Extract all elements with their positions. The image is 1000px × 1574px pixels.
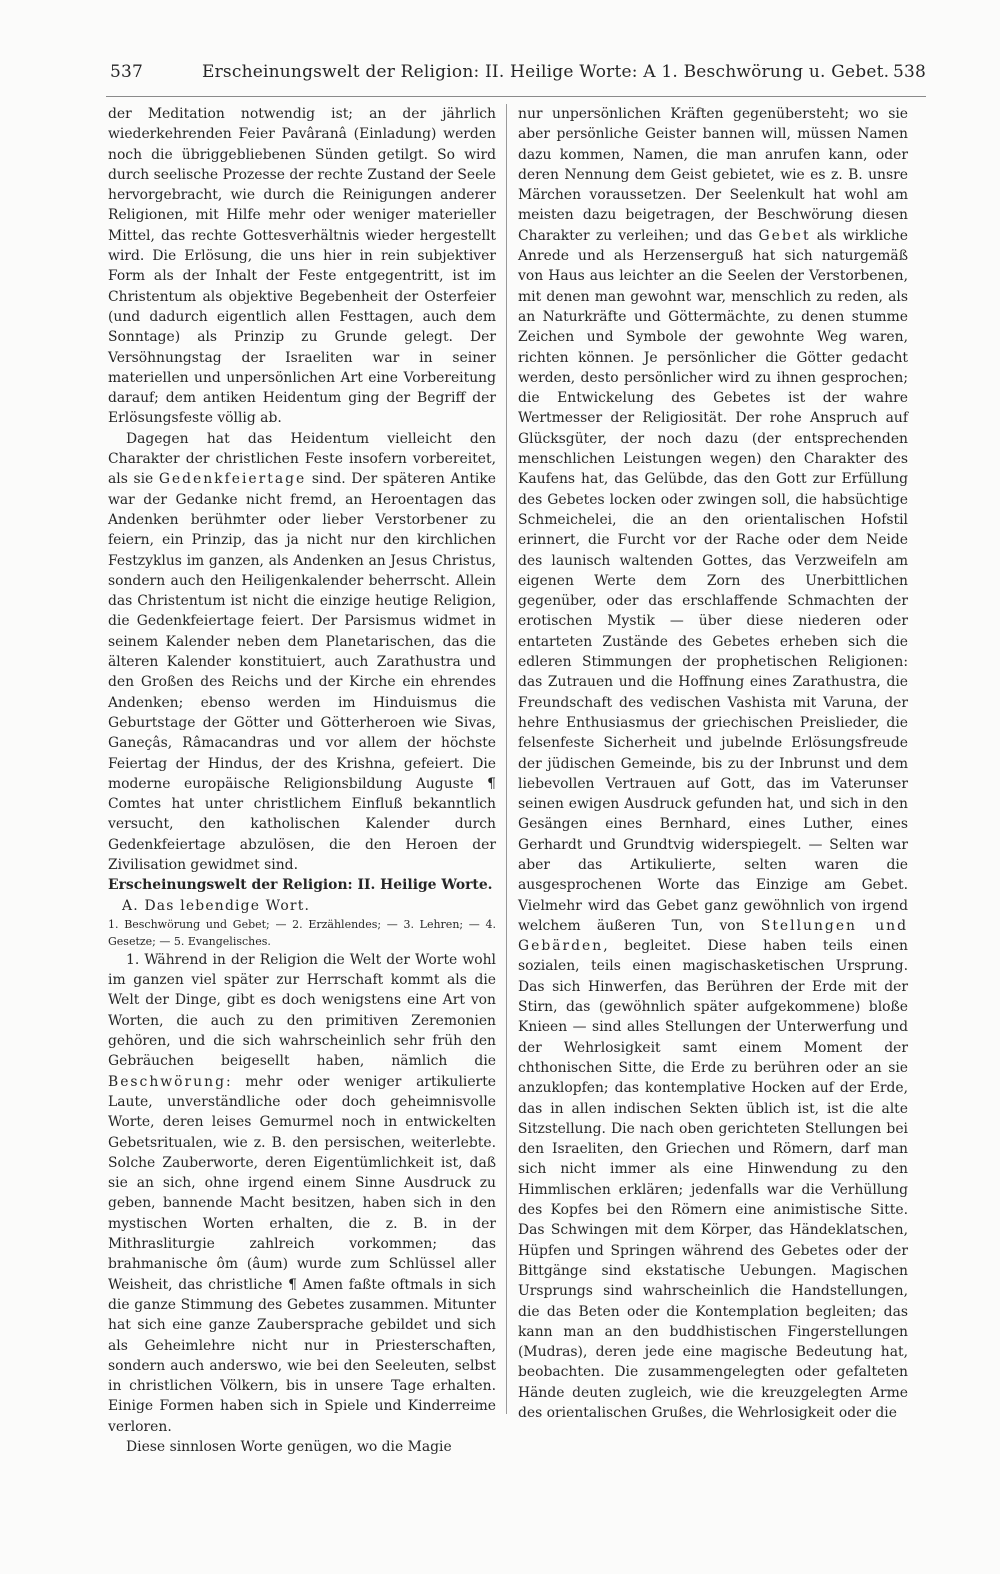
sub-heading: A. Das lebendige Wort. bbox=[122, 897, 311, 914]
spaced-term: Gebet bbox=[758, 227, 811, 244]
right-column bbox=[518, 104, 908, 1423]
section-heading: Erscheinungswelt der Religion: II. Heilige Worte. bbox=[108, 877, 493, 894]
column-divider bbox=[506, 104, 507, 1414]
running-header bbox=[104, 62, 926, 92]
spaced-term: Beschwörung bbox=[108, 1073, 226, 1090]
page-number-left: 537 bbox=[110, 62, 144, 82]
header-rule bbox=[106, 96, 926, 97]
page-number-right: 538 bbox=[892, 62, 926, 82]
spaced-term: Stellungen und Gebärden bbox=[518, 917, 908, 955]
running-title: Erscheinungswelt der Religion: II. Heilige Worte: A 1. Beschwörung u. Gebet. bbox=[202, 62, 890, 82]
subsection-list: 1. Beschwörung und Gebet; — 2. Erzählendes; — 3. Lehren; — 4. Gesetze; — 5. Evangelisches. bbox=[108, 917, 496, 948]
paragraph: nur unpersönlichen Kräften gegenübersteht; wo sie aber persönliche Geister bannen will, müssen Namen dazu kommen, Namen, die man anrufen kann, oder deren Nennung dem Geist gebietet, wie es z. B. unsre Märchen voraussetzen. Der Seelenkult hat wohl am meisten dazu beigetragen, der Beschwörung diesen Charakter zu verleihen; und das Gebet als wirkliche Anrede und als Herzenserguß hat sich naturgemäß von Haus aus leichter an die Seelen der Verstorbenen, mit denen man gewohnt war, menschlich zu reden, als an Naturkräfte und Göttermächte, zu denen stumme Zeichen und Symbole der gewohnte Weg waren, richten können. Je persönlicher die Götter gedacht werden, desto persönlicher wird zu ihnen gesprochen; die Entwickelung des Gebetes ist der wahre Wertmesser der Religiosität. Der rohe Anspruch auf Glücksgüter, der noch dazu (der entsprechenden menschlichen Leistungen wegen) den Charakter des Kaufens hat, das Gelübde, das den Gott zur Erfüllung des Gebetes locken oder zwingen soll, die habsüchtige Schmeichelei, die an den orientalischen Hofstil erinnert, die Furcht vor der Rache oder dem Neide des launisch waltenden Gottes, das Verzweifeln am eigenen Werte dem Zorn des Unerbittlichen gegenüber, oder das erschlaffende Schmachten der erotischen Mystik — über diese niederen oder entarteten Zustände des Gebetes erheben sich die edleren Stimmungen der prophetischen Religionen: das Zutrauen und die Hoffnung eines Zarathustra, die Freundschaft des vedischen Vashista mit Varuna, der hehre Enthusiasmus der griechischen Preislieder, die felsenfeste Sicherheit und jubelnde Erlösungsfreude der jüdischen Gemeinde, bis zu der Inbrunst und dem liebevollen Vertrauen auf Gott, das im Vaterunser seinen ewigen Ausdruck gefunden hat, und sich in den Gesängen eines Bernhard, eines Luther, eines Gerhardt und Grundtvig widerspiegelt. — Selten war aber das Artikulierte, selten waren die ausgesprochenen Worte das Einzige am Gebet. Vielmehr wird das Gebet ganz gewöhnlich von irgend welchem äußeren Tun, von Stellungen und Gebärden, begleitet. Diese haben teils einen sozialen, teils einen magischasketischen Ursprung. Das sich Hinwerfen, das Berühren der Erde mit der Stirn, das (gewöhnlich später aufgekommene) bloße Knieen — sind alles Stellungen der Unterwerfung und der Wehrlosigkeit samt einem Moment der chthonischen Sitte, die Erde zu berühren oder an sie anzuklopfen; das kontemplative Hocken auf der Erde, das in allen indischen Sekten üblich ist, ist die alte Sitzstellung. Die nach oben gerichteten Stellungen bei den Israeliten, den Griechen und Römern, darf man sich nicht immer als eine Hinwendung zu den Himmlischen erklären; jedenfalls war die Verhüllung des Kopfes bei den Römern eine animistische Sitte. Das Schwingen mit dem Körper, das Händeklatschen, Hüpfen und Springen während des Gebetes oder der Bittgänge sind ekstatische Uebungen. Magischen Ursprungs sind wahrscheinlich die Handstellungen, die das Beten oder die Kontemplation begleiten; das kann man an den buddhistischen Fingerstellungen (Mudras), deren jede eine magische Bedeutung hat, beobachten. Die zusammengelegten oder gefalteten Hände deuten zugleich, wie die kreuzgelegten Arme des orientalischen Grußes, die Wehrlosigkeit oder die bbox=[518, 106, 909, 1421]
paragraph: der Meditation notwendig ist; an der jährlich wiederkehrenden Feier Pavâranâ (Einladung) werden noch die übriggebliebenen Sünden getilgt. So wird durch seelische Prozesse der rechte Zustand der Seele hervorgebracht, wie durch die Reinigungen anderer Religionen, mit Hilfe mehr oder weniger materieller Mittel, das rechte Gottesverhältnis wieder hergestellt wird. Die Erlösung, die uns hier in rein subjektiver Form als der Inhalt der Feste entgegentritt, ist im Christentum als objektive Begebenheit der Osterfeier (und dadurch eigentlich allen Festtagen, auch dem Sonntage) als Prinzip zu Grunde gelegt. Der Versöhnungstag der Israeliten war in seiner materiellen und unpersönlichen Art eine Vorbereitung darauf; dem antiken Heidentum ging der Begriff der Erlösungsfeste völlig ab. bbox=[108, 106, 496, 427]
spaced-term: Gedenkfeiertage bbox=[158, 471, 307, 488]
left-column bbox=[108, 104, 496, 1457]
paragraph: Diese sinnlosen Worte genügen, wo die Magie bbox=[126, 1439, 452, 1455]
paragraph: Dagegen hat das Heidentum vielleicht den Charakter der christlichen Feste insofern vorbereitet, als sie Gedenkfeiertage sind. Der späteren Antike war der Gedanke nicht fremd, an Heroentagen das Andenken berühmter oder lieber Verstorbener zu feiern, ein Prinzip, das ja nicht nur den kirchlichen Festzyklus im ganzen, als Andenken an Jesus Christus, sondern auch den Heiligenkalender beherrscht. Allein das Christentum ist nicht die einzige heutige Religion, die Gedenkfeiertage feiert. Der Parsismus widmet in seinem Kalender neben dem Planetarischen, das die älteren Kalender konstituiert, auch Zarathustra und den Großen des Reichs und der Kirche ein ehrendes Andenken; ebenso werden im Hinduismus die Geburtstage der Götter und Götterheroen wie Sivas, Ganeçâs, Râmacandras und vor allem der höchste Feiertag der Hindus, der des Krishna, gefeiert. Die moderne europäische Religionsbildung Auguste ¶ Comtes hat unter christlichem Einfluß bekanntlich versucht, den katholischen Kalender durch Gedenkfeiertage abzulösen, die den Heroen der Zivilisation gewidmet sind. bbox=[108, 430, 496, 873]
paragraph: 1. Während in der Religion die Welt der Worte wohl im ganzen viel später zur Herrschaft kommt als die Welt der Dinge, gibt es doch wenigstens eine Art von Worten, die auch zu den primitiven Zeremonien gehören, und die sich wahrscheinlich sehr früh den Gebräuchen beigesellt haben, nämlich die Beschwörung: mehr oder weniger artikulierte Laute, unverständliche oder doch geheimnisvolle Worte, deren leises Gemurmel noch in entwickelten Gebetsritualen, wie z. B. den persischen, weiterlebte. Solche Zauberworte, deren Eigentümlichkeit ist, daß sie an sich, ohne irgend einem Sinne Ausdruck zu geben, bannende Macht besitzen, haben sich in den mystischen Worten erhalten, die z. B. in der Mithrasliturgie zahlreich vorkommen; das brahmanische ôm (âum) wurde zum Schlüssel aller Weisheit, das christliche ¶ Amen faßte oftmals in sich die ganze Stimmung des Gebetes zusammen. Mitunter hat sich eine ganze Zaubersprache gebildet und sich als Geheimlehre nicht nur in Priesterschaften, sondern auch anderswo, wie bei den Seeleuten, selbst in christlichen Völkern, bis in unsere Tage erhalten. Einige Formen haben sich in Spiele und Kinderreime verloren. bbox=[108, 951, 496, 1435]
